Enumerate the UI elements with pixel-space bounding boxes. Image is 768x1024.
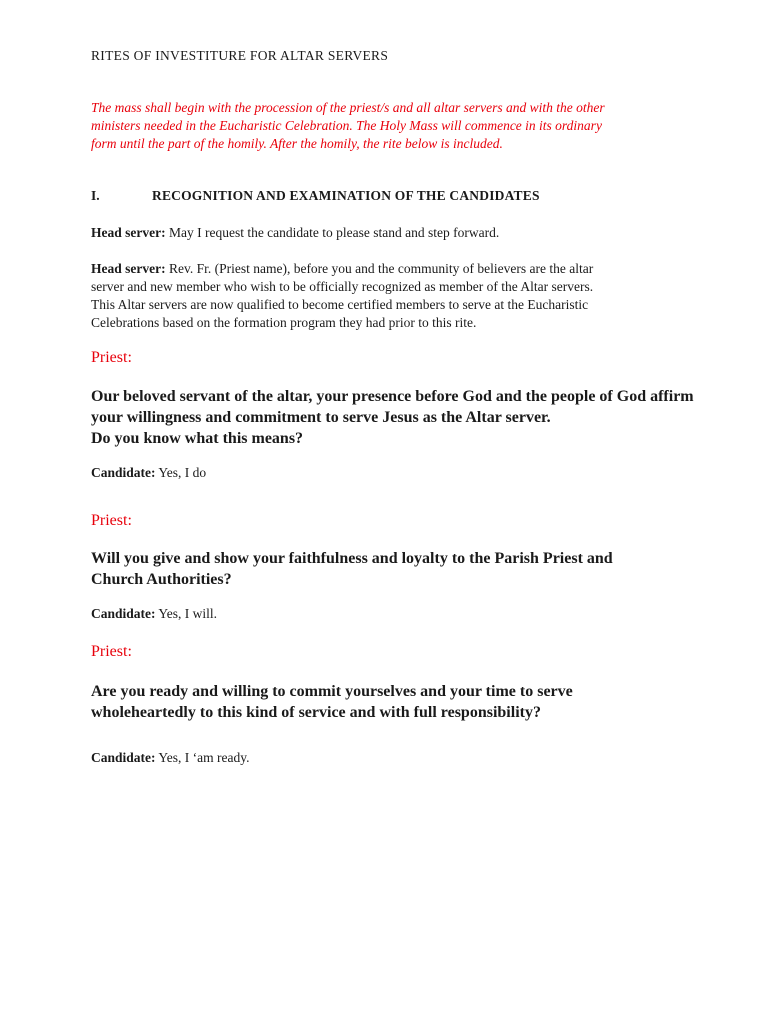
- candidate-answer: [91, 465, 206, 481]
- priest-label: Priest:: [91, 349, 132, 366]
- answer-text: Yes, I ‘am ready.: [155, 750, 250, 765]
- section-number: I.: [91, 188, 100, 203]
- priest-label: Priest:: [91, 643, 132, 660]
- priest-question: [91, 386, 731, 449]
- answer-text: Yes, I do: [155, 465, 207, 480]
- intro-line: ministers needed in the Eucharistic Celebration. The Holy Mass will commence in its ordinary: [91, 118, 602, 133]
- candidate-answer: [91, 606, 217, 622]
- head-server-paragraph-1: [91, 224, 661, 242]
- priest-question: [91, 681, 731, 723]
- paragraph-text: May I request the candidate to please stand and step forward.: [165, 225, 500, 240]
- question-line: Are you ready and willing to commit yourselves and your time to serve: [91, 683, 573, 700]
- paragraph-line: Rev. Fr. (Priest name), before you and the community of believers are the altar: [165, 261, 594, 276]
- question-line: Church Authorities?: [91, 571, 232, 588]
- speaker-label: Head server:: [91, 225, 166, 240]
- candidate-answer: [91, 750, 250, 766]
- question-line: Do you know what this means?: [91, 430, 304, 447]
- speaker-label: Candidate:: [91, 750, 156, 765]
- intro-rubric: [91, 99, 691, 153]
- section-title: RECOGNITION AND EXAMINATION OF THE CANDIDATES: [152, 188, 540, 203]
- priest-question: [91, 548, 731, 590]
- speaker-label: Candidate:: [91, 465, 156, 480]
- paragraph-line: server and new member who wish to be officially recognized as member of the Altar servers.: [91, 279, 594, 294]
- document-title: RITES OF INVESTITURE FOR ALTAR SERVERS: [91, 48, 389, 63]
- priest-label: Priest:: [91, 512, 132, 529]
- intro-line: The mass shall begin with the procession of the priest/s and all altar servers and with the other: [91, 100, 605, 115]
- question-line: Our beloved servant of the altar, your presence before God and the people of God affirm: [91, 388, 694, 405]
- answer-text: Yes, I will.: [155, 606, 218, 621]
- paragraph-line: Celebrations based on the formation program they had prior to this rite.: [91, 315, 477, 330]
- question-line: wholeheartedly to this kind of service and with full responsibility?: [91, 704, 541, 721]
- head-server-paragraph-2: [91, 260, 661, 332]
- paragraph-line: This Altar servers are now qualified to become certified members to serve at the Eucharistic: [91, 297, 589, 312]
- intro-line: form until the part of the homily. After the homily, the rite below is included.: [91, 136, 503, 151]
- question-line: your willingness and commitment to serve Jesus as the Altar server.: [91, 409, 551, 426]
- speaker-label: Candidate:: [91, 606, 156, 621]
- question-line: Will you give and show your faithfulness and loyalty to the Parish Priest and: [91, 550, 613, 567]
- speaker-label: Head server:: [91, 261, 166, 276]
